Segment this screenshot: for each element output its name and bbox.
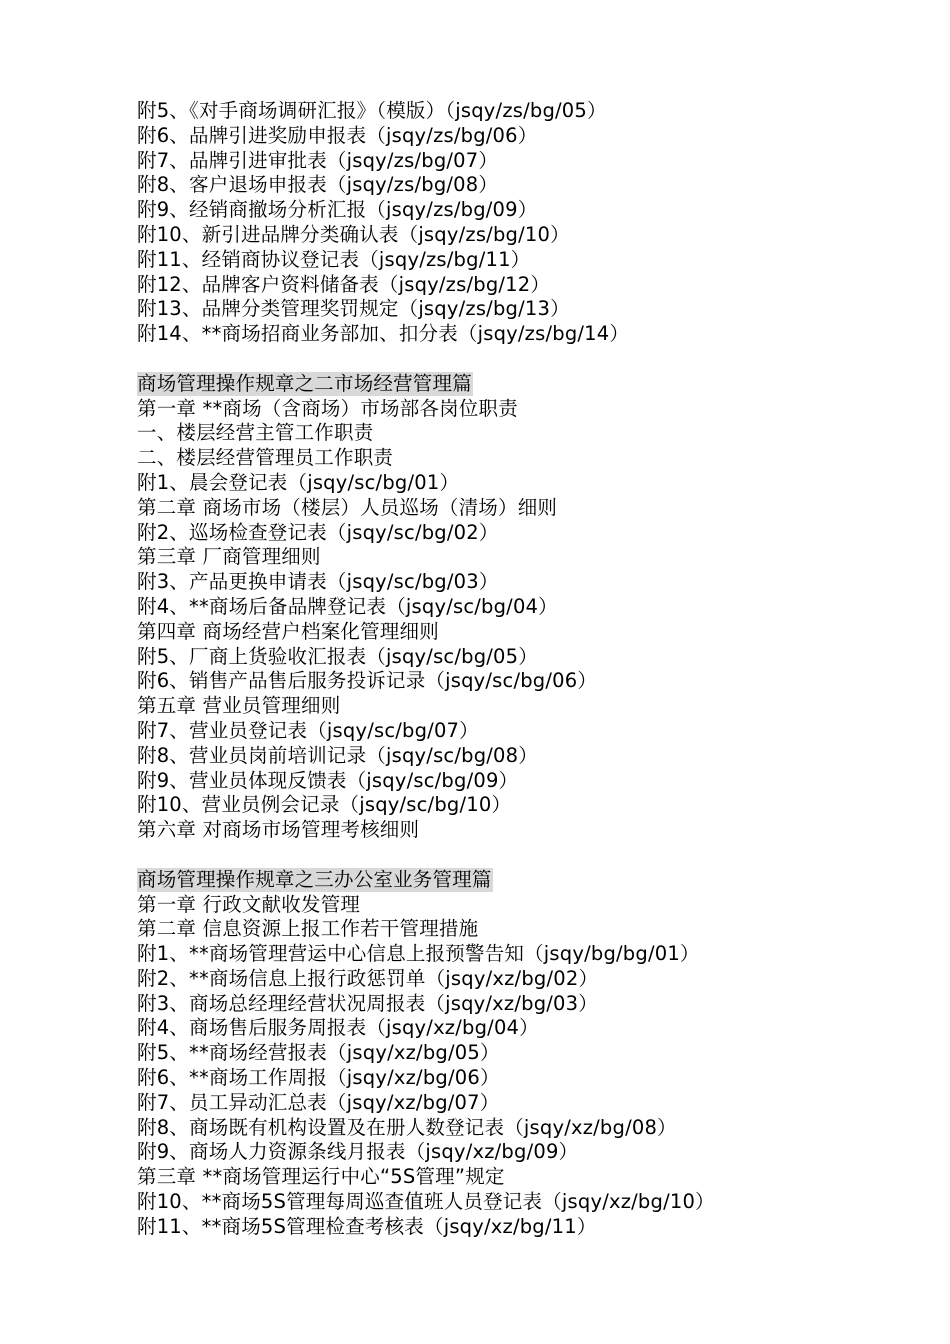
- list-item: 附2、巡场检查登记表（jsqy/sc/bg/02）: [137, 520, 499, 544]
- list-item: 第四章 商场经营户档案化管理细则: [137, 619, 439, 643]
- list-item: 附9、经销商撤场分析汇报（jsqy/zs/bg/09）: [137, 198, 538, 222]
- list-item: 附5、厂商上货验收汇报表（jsqy/sc/bg/05）: [137, 644, 538, 668]
- list-item: 附14、**商场招商业务部加、扣分表（jsqy/zs/bg/14）: [137, 322, 630, 346]
- list-item: 二、楼层经营管理员工作职责: [137, 446, 394, 470]
- blank-line: [137, 347, 927, 372]
- list-item: 附7、员工异动汇总表（jsqy/xz/bg/07）: [137, 1090, 500, 1114]
- list-item: 附8、营业员岗前培训记录（jsqy/sc/bg/08）: [137, 743, 538, 767]
- section-title: 商场管理操作规章之三办公室业务管理篇: [137, 867, 492, 891]
- section-market-management: [137, 372, 927, 843]
- list-item: 附8、商场既有机构设置及在册人数登记表（jsqy/xz/bg/08）: [137, 1115, 677, 1139]
- list-item: 附6、销售产品售后服务投诉记录（jsqy/sc/bg/06）: [137, 669, 598, 693]
- list-item: 一、楼层经营主管工作职责: [137, 421, 374, 445]
- list-item: 附8、客户退场申报表（jsqy/zs/bg/08）: [137, 173, 499, 197]
- section-heading: [137, 868, 927, 893]
- appendix-list-section-1: [137, 99, 927, 347]
- list-item: 第三章 厂商管理细则: [137, 545, 321, 569]
- list-item: 附11、**商场5S管理检查考核表（jsqy/xz/bg/11）: [137, 1214, 597, 1238]
- section-office-management: [137, 868, 927, 1240]
- list-item: 附10、新引进品牌分类确认表（jsqy/zs/bg/10）: [137, 222, 570, 246]
- list-item: 附9、商场人力资源条线月报表（jsqy/xz/bg/09）: [137, 1140, 579, 1164]
- list-item: 附6、品牌引进奖励申报表（jsqy/zs/bg/06）: [137, 123, 538, 147]
- list-item: 第一章 行政文献收发管理: [137, 892, 361, 916]
- list-item: 附3、产品更换申请表（jsqy/sc/bg/03）: [137, 570, 499, 594]
- list-item: 附7、营业员登记表（jsqy/sc/bg/07）: [137, 718, 479, 742]
- list-item: 附10、**商场5S管理每周巡查值班人员登记表（jsqy/xz/bg/10）: [137, 1190, 715, 1214]
- list-item: 附5、**商场经营报表（jsqy/xz/bg/05）: [137, 1041, 500, 1065]
- list-item: 附11、经销商协议登记表（jsqy/zs/bg/11）: [137, 247, 531, 271]
- list-item: 附13、品牌分类管理奖罚规定（jsqy/zs/bg/13）: [137, 297, 570, 321]
- list-item: 第五章 营业员管理细则: [137, 694, 341, 718]
- list-item: 附1、**商场管理营运中心信息上报预警告知（jsqy/bg/bg/01）: [137, 942, 700, 966]
- list-item: 附7、品牌引进审批表（jsqy/zs/bg/07）: [137, 148, 499, 172]
- list-item: 第六章 对商场市场管理考核细则: [137, 818, 420, 842]
- list-item: 附9、营业员体现反馈表（jsqy/sc/bg/09）: [137, 768, 519, 792]
- list-item: 附4、商场售后服务周报表（jsqy/xz/bg/04）: [137, 1016, 539, 1040]
- list-item: 附2、**商场信息上报行政惩罚单（jsqy/xz/bg/02）: [137, 966, 599, 990]
- list-item: 第二章 信息资源上报工作若干管理措施: [137, 917, 479, 941]
- list-item: 附1、晨会登记表（jsqy/sc/bg/01）: [137, 470, 460, 494]
- list-item: 第二章 商场市场（楼层）人员巡场（清场）细则: [137, 495, 558, 519]
- list-item: 附6、**商场工作周报（jsqy/xz/bg/06）: [137, 1066, 500, 1090]
- section-title: 商场管理操作规章之二市场经营管理篇: [137, 371, 472, 395]
- list-item: 附12、品牌客户资料储备表（jsqy/zs/bg/12）: [137, 272, 551, 296]
- list-item: 附3、商场总经理经营状况周报表（jsqy/xz/bg/03）: [137, 991, 598, 1015]
- list-item: 附10、营业员例会记录（jsqy/sc/bg/10）: [137, 793, 512, 817]
- document-page: [137, 99, 927, 1240]
- list-item: 第三章 **商场管理运行中心“5S管理”规定: [137, 1165, 505, 1189]
- section-heading: [137, 372, 927, 397]
- list-item: 附4、**商场后备品牌登记表（jsqy/sc/bg/04）: [137, 594, 558, 618]
- list-item: 第一章 **商场（含商场）市场部各岗位职责: [137, 396, 518, 420]
- blank-line: [137, 843, 927, 868]
- list-item: 附5、《对手商场调研汇报》（模版）（jsqy/zs/bg/05）: [137, 99, 607, 122]
